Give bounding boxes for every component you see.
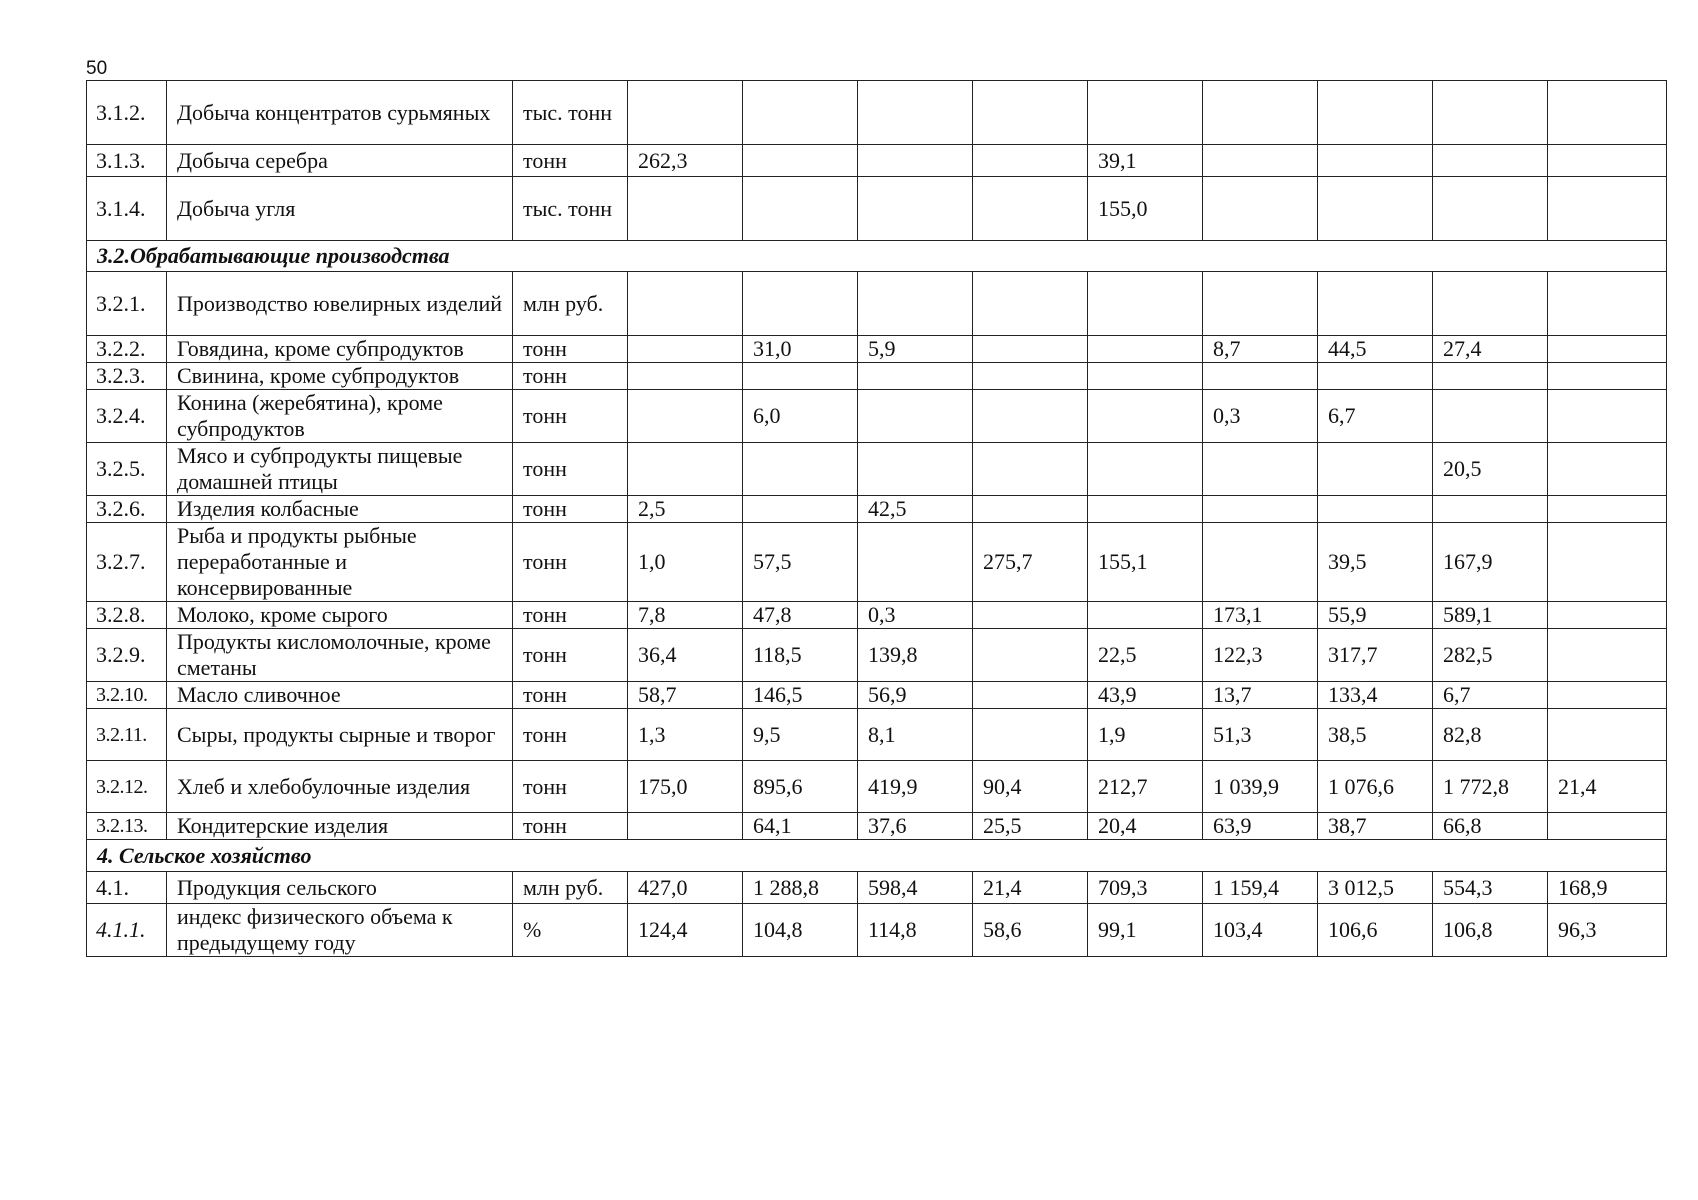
- value-cell: 36,4: [628, 629, 743, 682]
- row-code: 3.2.8.: [87, 602, 167, 629]
- row-indicator-name: Продукция сельского: [167, 872, 513, 904]
- value-cell: [743, 145, 858, 177]
- value-cell: 20,4: [1088, 813, 1203, 840]
- value-cell: 21,4: [1548, 761, 1667, 813]
- value-cell: [973, 709, 1088, 761]
- value-cell: 20,5: [1433, 443, 1548, 496]
- value-cell: 51,3: [1203, 709, 1318, 761]
- row-code: 3.1.4.: [87, 177, 167, 241]
- value-cell: 167,9: [1433, 523, 1548, 602]
- value-cell: [973, 496, 1088, 523]
- value-cell: 5,9: [858, 336, 973, 363]
- row-unit: тонн: [513, 813, 628, 840]
- table-row: [87, 904, 1667, 957]
- value-cell: [858, 145, 973, 177]
- row-unit: тонн: [513, 145, 628, 177]
- value-cell: 122,3: [1203, 629, 1318, 682]
- row-unit: тыс. тонн: [513, 177, 628, 241]
- value-cell: [973, 145, 1088, 177]
- row-indicator-name: Сыры, продукты сырные и творог: [167, 709, 513, 761]
- value-cell: 2,5: [628, 496, 743, 523]
- value-cell: [1548, 496, 1667, 523]
- table-row: [87, 629, 1667, 682]
- value-cell: [1318, 177, 1433, 241]
- value-cell: 1,0: [628, 523, 743, 602]
- row-unit: тонн: [513, 602, 628, 629]
- value-cell: [1548, 336, 1667, 363]
- value-cell: [1548, 390, 1667, 443]
- value-cell: [1088, 363, 1203, 390]
- value-cell: 155,1: [1088, 523, 1203, 602]
- value-cell: 6,7: [1433, 682, 1548, 709]
- row-code: 3.1.3.: [87, 145, 167, 177]
- value-cell: 1 039,9: [1203, 761, 1318, 813]
- value-cell: 175,0: [628, 761, 743, 813]
- row-unit: тонн: [513, 523, 628, 602]
- table-row: [87, 177, 1667, 241]
- value-cell: [1548, 629, 1667, 682]
- row-indicator-name: Мясо и субпродукты пищевые домашней птицы: [167, 443, 513, 496]
- value-cell: [1433, 390, 1548, 443]
- value-cell: [628, 390, 743, 443]
- table-row: [87, 443, 1667, 496]
- value-cell: 275,7: [973, 523, 1088, 602]
- value-cell: 598,4: [858, 872, 973, 904]
- value-cell: 37,6: [858, 813, 973, 840]
- table-row: [87, 523, 1667, 602]
- value-cell: [1548, 177, 1667, 241]
- row-indicator-name: Добыча серебра: [167, 145, 513, 177]
- value-cell: [973, 443, 1088, 496]
- value-cell: [743, 496, 858, 523]
- row-code: 3.2.3.: [87, 363, 167, 390]
- table-row: [87, 813, 1667, 840]
- value-cell: 146,5: [743, 682, 858, 709]
- value-cell: [1548, 145, 1667, 177]
- value-cell: 103,4: [1203, 904, 1318, 957]
- value-cell: 13,7: [1203, 682, 1318, 709]
- value-cell: 709,3: [1088, 872, 1203, 904]
- row-unit: тонн: [513, 390, 628, 443]
- value-cell: [858, 81, 973, 145]
- row-indicator-name: Масло сливочное: [167, 682, 513, 709]
- row-unit: тонн: [513, 336, 628, 363]
- value-cell: 64,1: [743, 813, 858, 840]
- table-row: [87, 761, 1667, 813]
- value-cell: [973, 336, 1088, 363]
- value-cell: 27,4: [1433, 336, 1548, 363]
- value-cell: [1548, 709, 1667, 761]
- value-cell: [1433, 363, 1548, 390]
- row-code: 3.1.2.: [87, 81, 167, 145]
- value-cell: [973, 602, 1088, 629]
- section-title: 4. Сельское хозяйство: [87, 840, 1667, 872]
- value-cell: 38,5: [1318, 709, 1433, 761]
- row-code: 3.2.2.: [87, 336, 167, 363]
- value-cell: 39,1: [1088, 145, 1203, 177]
- value-cell: [858, 272, 973, 336]
- value-cell: [858, 523, 973, 602]
- row-code: 3.2.5.: [87, 443, 167, 496]
- row-indicator-name: Производство ювелирных изделий: [167, 272, 513, 336]
- value-cell: [1203, 496, 1318, 523]
- value-cell: 8,7: [1203, 336, 1318, 363]
- value-cell: [628, 336, 743, 363]
- row-unit: тыс. тонн: [513, 81, 628, 145]
- row-code: 3.2.13.: [87, 813, 167, 840]
- value-cell: 99,1: [1088, 904, 1203, 957]
- value-cell: [1203, 145, 1318, 177]
- value-cell: [973, 390, 1088, 443]
- value-cell: 895,6: [743, 761, 858, 813]
- row-code: 3.2.11.: [87, 709, 167, 761]
- value-cell: 155,0: [1088, 177, 1203, 241]
- row-unit: тонн: [513, 761, 628, 813]
- table-row: [87, 272, 1667, 336]
- row-indicator-name: Конина (жеребятина), кроме субпродуктов: [167, 390, 513, 443]
- value-cell: 1 772,8: [1433, 761, 1548, 813]
- value-cell: 173,1: [1203, 602, 1318, 629]
- row-code: 3.2.6.: [87, 496, 167, 523]
- value-cell: 554,3: [1433, 872, 1548, 904]
- value-cell: [743, 81, 858, 145]
- row-unit: млн руб.: [513, 872, 628, 904]
- value-cell: [1203, 177, 1318, 241]
- table-row: [87, 390, 1667, 443]
- value-cell: 589,1: [1433, 602, 1548, 629]
- value-cell: [858, 443, 973, 496]
- value-cell: 104,8: [743, 904, 858, 957]
- value-cell: [1203, 443, 1318, 496]
- value-cell: 22,5: [1088, 629, 1203, 682]
- row-code: 3.2.12.: [87, 761, 167, 813]
- value-cell: 139,8: [858, 629, 973, 682]
- value-cell: [1318, 443, 1433, 496]
- row-indicator-name: Молоко, кроме сырого: [167, 602, 513, 629]
- value-cell: 39,5: [1318, 523, 1433, 602]
- value-cell: 168,9: [1548, 872, 1667, 904]
- value-cell: [1433, 496, 1548, 523]
- section-header-row: [87, 241, 1667, 272]
- value-cell: 42,5: [858, 496, 973, 523]
- value-cell: 38,7: [1318, 813, 1433, 840]
- value-cell: [1088, 272, 1203, 336]
- value-cell: 57,5: [743, 523, 858, 602]
- row-code: 3.2.4.: [87, 390, 167, 443]
- table-row: [87, 682, 1667, 709]
- value-cell: [858, 363, 973, 390]
- table-row: [87, 602, 1667, 629]
- value-cell: 419,9: [858, 761, 973, 813]
- value-cell: 58,6: [973, 904, 1088, 957]
- row-unit: тонн: [513, 629, 628, 682]
- value-cell: [1088, 602, 1203, 629]
- row-unit: тонн: [513, 443, 628, 496]
- value-cell: 9,5: [743, 709, 858, 761]
- row-unit: тонн: [513, 496, 628, 523]
- row-indicator-name: Кондитерские изделия: [167, 813, 513, 840]
- value-cell: [1088, 496, 1203, 523]
- value-cell: [743, 177, 858, 241]
- value-cell: [1318, 145, 1433, 177]
- row-unit: %: [513, 904, 628, 957]
- value-cell: [1088, 81, 1203, 145]
- row-indicator-name: Говядина, кроме субпродуктов: [167, 336, 513, 363]
- value-cell: 63,9: [1203, 813, 1318, 840]
- value-cell: [1433, 177, 1548, 241]
- value-cell: 66,8: [1433, 813, 1548, 840]
- value-cell: 1 288,8: [743, 872, 858, 904]
- value-cell: [1548, 363, 1667, 390]
- value-cell: 43,9: [1088, 682, 1203, 709]
- value-cell: [1318, 272, 1433, 336]
- value-cell: [1203, 81, 1318, 145]
- value-cell: [1088, 390, 1203, 443]
- row-code: 4.1.1.: [87, 904, 167, 957]
- value-cell: [1318, 496, 1433, 523]
- value-cell: 262,3: [628, 145, 743, 177]
- value-cell: 96,3: [1548, 904, 1667, 957]
- value-cell: 82,8: [1433, 709, 1548, 761]
- value-cell: 427,0: [628, 872, 743, 904]
- value-cell: [1548, 813, 1667, 840]
- row-unit: тонн: [513, 682, 628, 709]
- value-cell: [1203, 363, 1318, 390]
- value-cell: 0,3: [858, 602, 973, 629]
- value-cell: 282,5: [1433, 629, 1548, 682]
- value-cell: 31,0: [743, 336, 858, 363]
- value-cell: [1433, 145, 1548, 177]
- value-cell: 317,7: [1318, 629, 1433, 682]
- value-cell: 1 159,4: [1203, 872, 1318, 904]
- value-cell: [973, 682, 1088, 709]
- value-cell: [628, 272, 743, 336]
- row-indicator-name: Добыча угля: [167, 177, 513, 241]
- value-cell: 7,8: [628, 602, 743, 629]
- row-indicator-name: Хлеб и хлебобулочные изделия: [167, 761, 513, 813]
- value-cell: 133,4: [1318, 682, 1433, 709]
- table-row: [87, 363, 1667, 390]
- value-cell: 6,0: [743, 390, 858, 443]
- row-unit: млн руб.: [513, 272, 628, 336]
- row-code: 3.2.1.: [87, 272, 167, 336]
- table-row: [87, 496, 1667, 523]
- value-cell: 212,7: [1088, 761, 1203, 813]
- value-cell: 114,8: [858, 904, 973, 957]
- table-body: [87, 81, 1667, 957]
- value-cell: [858, 177, 973, 241]
- row-unit: тонн: [513, 709, 628, 761]
- value-cell: [628, 813, 743, 840]
- row-code: 3.2.10.: [87, 682, 167, 709]
- value-cell: 1,3: [628, 709, 743, 761]
- value-cell: 118,5: [743, 629, 858, 682]
- value-cell: 55,9: [1318, 602, 1433, 629]
- value-cell: [973, 272, 1088, 336]
- value-cell: [858, 390, 973, 443]
- value-cell: 0,3: [1203, 390, 1318, 443]
- value-cell: [628, 363, 743, 390]
- value-cell: [1548, 523, 1667, 602]
- table-row: [87, 872, 1667, 904]
- value-cell: 6,7: [1318, 390, 1433, 443]
- row-indicator-name: Добыча концентратов сурьмяных: [167, 81, 513, 145]
- value-cell: [1548, 682, 1667, 709]
- value-cell: [1318, 81, 1433, 145]
- table-row: [87, 336, 1667, 363]
- value-cell: 21,4: [973, 872, 1088, 904]
- value-cell: 8,1: [858, 709, 973, 761]
- value-cell: [1203, 272, 1318, 336]
- value-cell: [1548, 81, 1667, 145]
- value-cell: 25,5: [973, 813, 1088, 840]
- page-number: 50: [86, 58, 108, 79]
- value-cell: 106,8: [1433, 904, 1548, 957]
- value-cell: [1088, 443, 1203, 496]
- value-cell: [1548, 443, 1667, 496]
- value-cell: [628, 177, 743, 241]
- value-cell: [1548, 602, 1667, 629]
- value-cell: [973, 629, 1088, 682]
- value-cell: [743, 443, 858, 496]
- value-cell: [973, 363, 1088, 390]
- row-code: 4.1.: [87, 872, 167, 904]
- row-indicator-name: Рыба и продукты рыбные переработанные и консервированные: [167, 523, 513, 602]
- value-cell: 58,7: [628, 682, 743, 709]
- value-cell: 47,8: [743, 602, 858, 629]
- value-cell: [1548, 272, 1667, 336]
- value-cell: 124,4: [628, 904, 743, 957]
- table-row: [87, 145, 1667, 177]
- value-cell: 44,5: [1318, 336, 1433, 363]
- value-cell: 90,4: [973, 761, 1088, 813]
- row-indicator-name: индекс физического объема к предыдущему году: [167, 904, 513, 957]
- value-cell: [628, 81, 743, 145]
- row-code: 3.2.9.: [87, 629, 167, 682]
- value-cell: [628, 443, 743, 496]
- value-cell: [973, 177, 1088, 241]
- value-cell: 1 076,6: [1318, 761, 1433, 813]
- row-indicator-name: Продукты кисломолочные, кроме сметаны: [167, 629, 513, 682]
- section-header-row: [87, 840, 1667, 872]
- row-indicator-name: Изделия колбасные: [167, 496, 513, 523]
- value-cell: [1433, 272, 1548, 336]
- row-indicator-name: Свинина, кроме субпродуктов: [167, 363, 513, 390]
- value-cell: [1433, 81, 1548, 145]
- value-cell: 1,9: [1088, 709, 1203, 761]
- value-cell: [1203, 523, 1318, 602]
- row-unit: тонн: [513, 363, 628, 390]
- value-cell: [973, 81, 1088, 145]
- value-cell: 106,6: [1318, 904, 1433, 957]
- row-code: 3.2.7.: [87, 523, 167, 602]
- value-cell: [743, 363, 858, 390]
- value-cell: 56,9: [858, 682, 973, 709]
- value-cell: [743, 272, 858, 336]
- value-cell: [1088, 336, 1203, 363]
- table-row: [87, 81, 1667, 145]
- section-title: 3.2.Обрабатывающие производства: [87, 241, 1667, 272]
- table-row: [87, 709, 1667, 761]
- statistics-table: [86, 80, 1667, 957]
- value-cell: 3 012,5: [1318, 872, 1433, 904]
- value-cell: [1318, 363, 1433, 390]
